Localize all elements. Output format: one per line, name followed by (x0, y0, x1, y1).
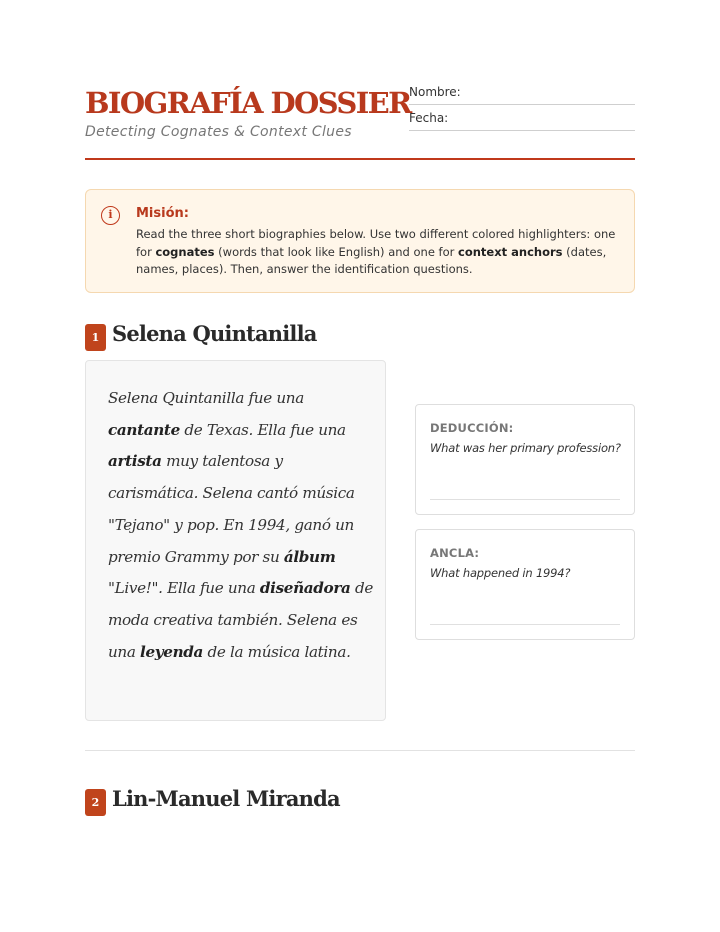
section-title: Lin-Manuel Miranda (112, 786, 340, 811)
section-divider (85, 750, 635, 751)
date-label: Fecha: (409, 111, 449, 125)
bio-segment: "Live!". Ella fue una (108, 579, 260, 598)
info-icon: i (101, 206, 120, 225)
question-card-ancla (415, 529, 635, 640)
bio-segment: Selena Quintanilla fue una (108, 389, 304, 407)
question-label: DEDUCCIÓN: (430, 421, 514, 435)
cognate-word: artista (108, 452, 162, 471)
mission-instructions: Read the three short biographies below. Use two different colored highlighters: one for cognates (words that look like English) and one for context anchors (dates, names, places). Then, answer the identification questions. (136, 227, 616, 276)
cognates-term: cognates (155, 244, 215, 259)
answer-line[interactable] (430, 624, 620, 625)
bio-segment: muy talentosa y carismática. Selena cantó música "Tejano" y pop. En 1994, ganó un premio Grammy por su (108, 452, 355, 566)
question-text: What happened in 1994? (430, 566, 571, 580)
name-label: Nombre: (409, 85, 461, 99)
question-card-deduccion (415, 404, 635, 515)
section-title: Selena Quintanilla (112, 321, 317, 346)
question-label: ANCLA: (430, 546, 480, 560)
answer-line[interactable] (430, 499, 620, 500)
bio-segment: de Texas. Ella fue una (179, 420, 346, 439)
worksheet-header (85, 82, 635, 160)
bio-segment: de la música latina. (203, 642, 351, 661)
cognate-word: cantante (108, 420, 180, 439)
bio-segment: de moda creativa también. Selena es una (108, 579, 373, 661)
name-field[interactable] (409, 85, 635, 105)
cognate-word: leyenda (140, 642, 204, 661)
question-text: What was her primary profession? (430, 441, 621, 455)
cognate-word: diseñadora (259, 579, 351, 598)
date-field[interactable] (409, 111, 635, 131)
page-title: BIOGRAFÍA DOSSIER (85, 86, 411, 120)
context-anchors-term: context anchors (458, 244, 563, 259)
mission-title: Misión: (136, 206, 189, 221)
section-number-badge: 2 (85, 789, 106, 816)
biography-card (85, 360, 386, 721)
section-number-badge: 1 (85, 324, 106, 351)
page-subtitle: Detecting Cognates & Context Clues (85, 124, 352, 140)
biography-text (108, 383, 373, 668)
cognate-word: álbum (283, 547, 336, 566)
mission-box (85, 189, 635, 293)
